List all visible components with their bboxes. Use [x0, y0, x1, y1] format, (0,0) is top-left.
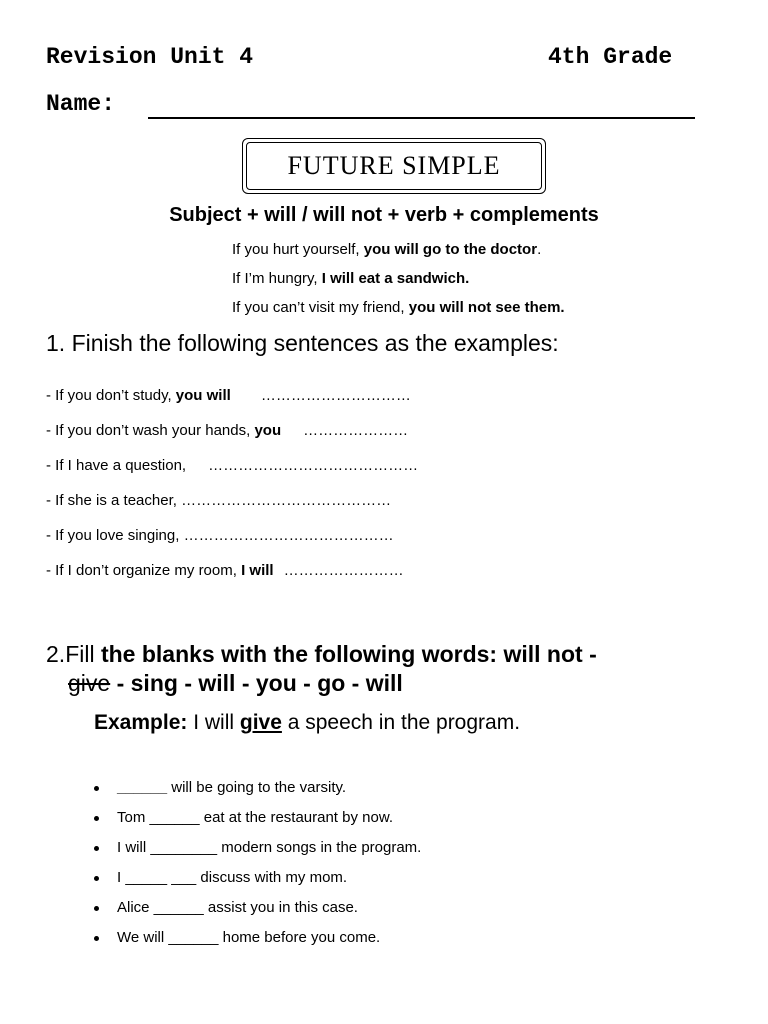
example-sentence: If you can’t visit my friend, you will not see them. [232, 299, 565, 316]
section1-heading: 1. Finish the following sentences as the examples: [46, 330, 559, 356]
exercise-item: - If I have a question, …………………………………… [46, 457, 419, 474]
exercise-item: - If I don’t organize my room, I will …………………… [46, 562, 404, 579]
example-sentence: If I’m hungry, I will eat a sandwich. [232, 270, 470, 287]
example-sentence: If you hurt yourself, you will go to the doctor. [232, 241, 542, 258]
section2-example: Example: I will give a speech in the program. [94, 711, 521, 734]
name-line [148, 117, 695, 119]
blank-dots: ………………………… [260, 387, 411, 404]
blank-dots: …………………………………… [183, 527, 394, 544]
exercise-item: - If she is a teacher, …………………………………… [46, 492, 392, 509]
topic-title: FUTURE SIMPLE [246, 142, 542, 190]
section2-heading: 2.Fill the blanks with the following words: will not - give - sing - will - you - go - will [46, 641, 597, 696]
grade-label: 4th Grade [548, 44, 673, 70]
bullet-dot [94, 906, 99, 911]
list-item: Tom ______ eat at the restaurant by now. [94, 809, 421, 839]
list-item: I will ________ modern songs in the program. [94, 839, 421, 869]
exercise-item: - If you don’t wash your hands, you ………………… [46, 422, 409, 439]
blank-dots: …………………………………… [208, 457, 419, 474]
name-label: Name: [46, 91, 116, 117]
list-item: ______ will be going to the varsity. [94, 779, 421, 809]
bullet-dot [94, 786, 99, 791]
fill-blank-list [94, 779, 421, 959]
list-item: I _____ ___ discuss with my mom. [94, 869, 421, 899]
blank-dots: ………………… [303, 422, 409, 439]
exercise-item: - If you love singing, …………………………………… [46, 527, 394, 544]
list-item: Alice ______ assist you in this case. [94, 899, 421, 929]
blank-dots: …………………… [283, 562, 404, 579]
topic-box [242, 138, 546, 194]
exercise-item: - If you don’t study, you will ………………………… [46, 387, 411, 404]
worksheet-title: Revision Unit 4 [46, 44, 254, 70]
grammar-formula: Subject + will / will not + verb + complements [169, 204, 599, 226]
bullet-dot [94, 846, 99, 851]
bullet-dot [94, 816, 99, 821]
blank-dots: …………………………………… [181, 492, 392, 509]
bullet-dot [94, 876, 99, 881]
list-item: We will ______ home before you come. [94, 929, 421, 959]
struck-word: give [68, 670, 111, 696]
bullet-dot [94, 936, 99, 941]
